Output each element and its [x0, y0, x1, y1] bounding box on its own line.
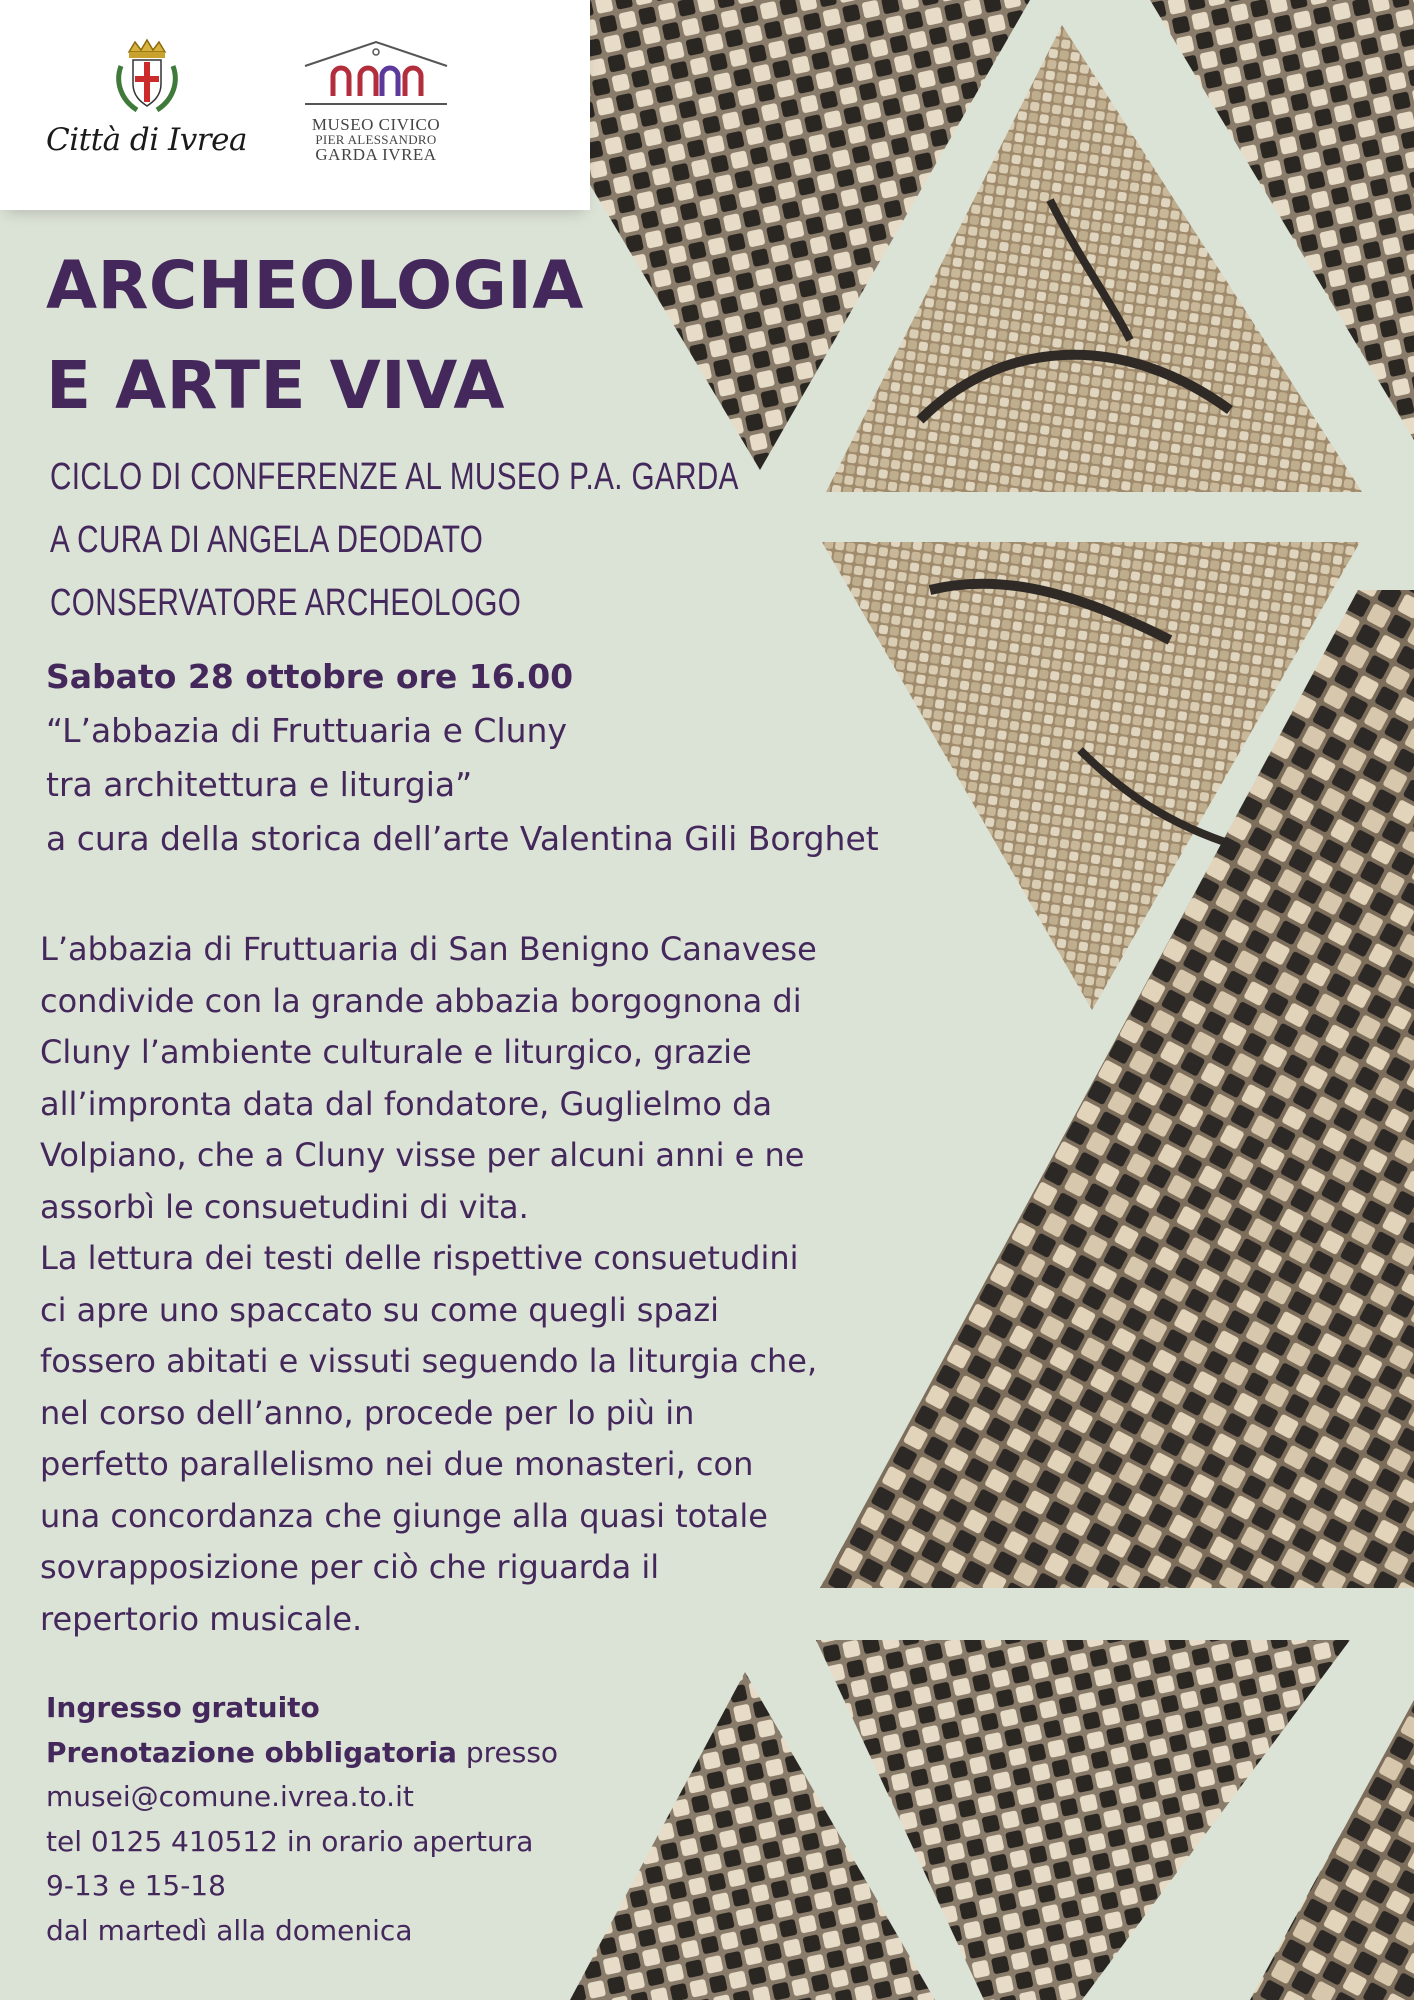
talk-title-line: tra architettura e liturgia” — [46, 765, 473, 804]
museum-name-line-2: PIER ALESSANDRO — [315, 132, 437, 147]
city-name: Città di Ivrea — [46, 122, 247, 158]
description-line: sovrapposizione per ciò che riguarda il — [40, 1548, 660, 1586]
description-line: all’impronta data dal fondatore, Guglielmo da — [40, 1084, 773, 1123]
description-line: una concordanza che giunge alla quasi totale — [40, 1496, 768, 1535]
museum-logo — [296, 38, 456, 163]
phone-info: tel 0125 410512 in orario apertura — [46, 1824, 534, 1858]
description-line: condivide con la grande abbazia borgognona di — [40, 981, 802, 1020]
event-details — [46, 650, 879, 866]
city-crest-icon — [107, 36, 187, 116]
description-line: perfetto parallelismo nei due monasteri, con — [40, 1445, 754, 1483]
description-line: assorbì le consuetudini di vita. — [40, 1187, 529, 1226]
description-line: L’abbazia di Fruttuaria di San Benigno Canavese — [40, 930, 817, 968]
opening-days: dal martedì alla domenica — [46, 1913, 413, 1947]
description-line: nel corso dell’anno, procede per lo più in — [40, 1393, 695, 1432]
museum-name-line-3: GARDA IVREA — [315, 145, 437, 164]
opening-hours: 9-13 e 15-18 — [46, 1869, 226, 1902]
subtitle-line: CONSERVATORE ARCHEOLOGO — [50, 582, 522, 624]
description-line: Volpiano, che a Cluny visse per alcuni anni e ne — [40, 1136, 805, 1174]
subtitle-line: CICLO DI CONFERENZE AL MUSEO P.A. GARDA — [50, 456, 739, 498]
description-line: La lettura dei testi delle rispettive consuetudini — [40, 1239, 799, 1277]
poster-title — [46, 236, 584, 436]
museum-building-icon — [301, 38, 451, 108]
event-date: Sabato 28 ottobre ore 16.00 — [46, 657, 574, 696]
city-logo — [44, 36, 249, 158]
description-line: fossero abitati e vissuti seguendo la liturgia che, — [40, 1342, 818, 1380]
description-line: repertorio musicale. — [40, 1599, 363, 1638]
visitor-info — [46, 1686, 558, 1953]
email-link[interactable]: musei@comune.ivrea.to.it — [46, 1780, 414, 1813]
entry-info: Ingresso gratuito — [46, 1691, 320, 1724]
header — [0, 0, 590, 210]
description-line: ci apre uno spaccato su come quegli spazi — [40, 1290, 720, 1329]
title-line: ARCHEOLOGIA — [46, 247, 584, 324]
booking-where: presso — [456, 1735, 559, 1769]
description-line: Cluny l’ambiente culturale e liturgico, grazie — [40, 1033, 752, 1071]
museum-name-line-1: MUSEO CIVICO — [311, 115, 441, 134]
booking-required: Prenotazione obbligatoria — [46, 1735, 457, 1769]
talk-title-line: “L’abbazia di Fruttuaria e Cluny — [46, 711, 567, 750]
subtitle-line: A CURA DI ANGELA DEODATO — [50, 519, 484, 561]
title-line: E ARTE VIVA — [46, 347, 505, 424]
description — [40, 924, 817, 1645]
series-subtitle — [50, 446, 739, 635]
speaker: a cura della storica dell’arte Valentina Gili Borghet — [46, 819, 879, 858]
